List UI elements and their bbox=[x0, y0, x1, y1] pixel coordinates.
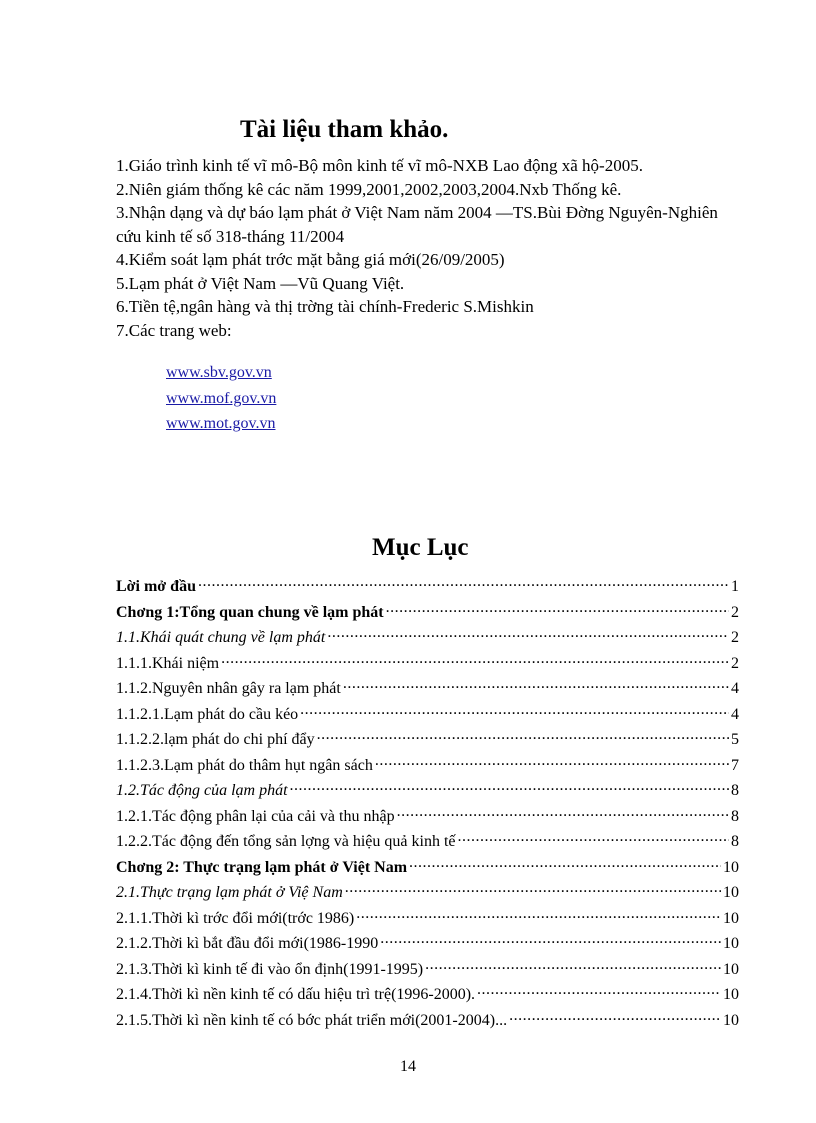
reference-list bbox=[116, 154, 736, 342]
dot-leader bbox=[509, 1009, 721, 1025]
toc-entry[interactable] bbox=[116, 754, 739, 780]
reference-item: 2.Niên giám thống kê các năm 1999,2001,2002,2003,2004.Nxb Thống kê. bbox=[116, 179, 622, 199]
toc-entry[interactable] bbox=[116, 830, 739, 856]
toc-entry[interactable] bbox=[116, 703, 739, 729]
dot-leader bbox=[221, 652, 729, 668]
toc-entry[interactable] bbox=[116, 983, 739, 1009]
toc-entry-text: 1.2.Tác động của lạm phát bbox=[116, 782, 288, 799]
dot-leader bbox=[317, 728, 729, 744]
toc-entry[interactable] bbox=[116, 779, 739, 805]
toc-entry-page: 1 bbox=[731, 578, 739, 595]
references-title: Tài liệu tham khảo. bbox=[240, 116, 449, 143]
dot-leader bbox=[290, 779, 729, 795]
web-links bbox=[166, 360, 276, 437]
dot-leader bbox=[425, 958, 721, 974]
dot-leader bbox=[343, 677, 729, 693]
toc-entry-page: 8 bbox=[731, 782, 739, 799]
toc-entry-page: 4 bbox=[731, 705, 739, 723]
toc-entry-text: 2.1.5.Thời kì nền kinh tế có bớc phát triển mới(2001-2004)... bbox=[116, 1011, 508, 1029]
dot-leader bbox=[356, 907, 721, 923]
toc-entry-page: 5 bbox=[731, 731, 739, 748]
link-sbv[interactable]: www.sbv.gov.vn bbox=[166, 364, 272, 381]
toc-entry-text: 1.1.2.Nguyên nhân gây ra lạm phát bbox=[116, 680, 341, 697]
toc-entry-page: 7 bbox=[731, 756, 739, 774]
dot-leader bbox=[386, 601, 729, 617]
reference-item: 6.Tiền tệ,ngân hàng và thị trờng tài chính-Frederic S.Mishkin bbox=[116, 297, 534, 316]
toc-title: Mục Lục bbox=[372, 534, 469, 561]
toc-entry-page: 10 bbox=[723, 858, 739, 876]
toc-entry[interactable] bbox=[116, 958, 739, 984]
toc-entry-text: 1.1.2.3.Lạm phát do thâm hụt ngân sách bbox=[116, 756, 373, 774]
toc-entry[interactable] bbox=[116, 805, 739, 831]
toc-entry-page: 10 bbox=[723, 986, 739, 1003]
reference-item: 5.Lạm phát ở Việt Nam —Vũ Quang Việt. bbox=[116, 273, 405, 293]
toc-entry-text: Chơng 1:Tổng quan chung về lạm phát bbox=[116, 603, 384, 621]
toc-entry-page: 10 bbox=[723, 935, 739, 952]
toc-entry-text: 1.1.2.2.lạm phát do chi phí đẩy bbox=[116, 731, 315, 748]
toc-entry-text: 2.1.Thực trạng lạm phát ở Việ Nam bbox=[116, 884, 343, 901]
toc-entry-text: 2.1.4.Thời kì nền kinh tế có dấu hiệu trì trệ(1996-2000). bbox=[116, 986, 476, 1003]
toc-entry-page: 2 bbox=[731, 629, 739, 646]
toc-entry[interactable] bbox=[116, 652, 739, 678]
table-of-contents bbox=[116, 575, 739, 1034]
toc-entry[interactable] bbox=[116, 881, 739, 907]
toc-entry-text: Chơng 2: Thực trạng lạm phát ở Việt Nam bbox=[116, 858, 408, 876]
dot-leader bbox=[327, 626, 729, 642]
toc-entry-page: 2 bbox=[731, 654, 739, 672]
toc-entry-page: 10 bbox=[723, 1011, 739, 1029]
toc-entry-text: 2.1.2.Thời kì bắt đầu đổi mới(1986-1990 bbox=[116, 935, 379, 952]
toc-entry[interactable] bbox=[116, 856, 739, 882]
toc-entry-page: 10 bbox=[723, 909, 739, 927]
toc-entry[interactable] bbox=[116, 728, 739, 754]
toc-entry-page: 8 bbox=[731, 833, 739, 850]
dot-leader bbox=[409, 856, 721, 872]
reference-item: 1.Giáo trình kinh tế vĩ mô-Bộ môn kinh tế vĩ mô-NXB Lao động xã hộ-2005. bbox=[116, 156, 643, 175]
toc-entry[interactable] bbox=[116, 932, 739, 958]
dot-leader bbox=[458, 830, 730, 846]
dot-leader bbox=[375, 754, 729, 770]
toc-entry[interactable] bbox=[116, 575, 739, 601]
reference-item: 4.Kiểm soát lạm phát trớc mặt bằng giá mới(26/09/2005) bbox=[116, 250, 505, 269]
link-mot[interactable]: www.mot.gov.vn bbox=[166, 415, 276, 432]
dot-leader bbox=[300, 703, 729, 719]
toc-entry[interactable] bbox=[116, 907, 739, 933]
page-number: 14 bbox=[400, 1058, 416, 1075]
reference-item: 7.Các trang web: bbox=[116, 320, 232, 340]
toc-entry-text: 1.1.1.Khái niệm bbox=[116, 654, 220, 672]
dot-leader bbox=[198, 575, 729, 591]
toc-entry-text: Lời mở đầu bbox=[116, 578, 196, 595]
toc-entry-text: 1.1.Khái quát chung về lạm phát bbox=[116, 629, 326, 646]
dot-leader bbox=[380, 932, 721, 948]
toc-entry[interactable] bbox=[116, 1009, 739, 1035]
toc-entry-page: 4 bbox=[731, 680, 739, 697]
toc-entry[interactable] bbox=[116, 626, 739, 652]
toc-entry-page: 10 bbox=[723, 884, 739, 901]
toc-entry-text: 1.2.1.Tác động phân lại của cải và thu nhập bbox=[116, 807, 395, 825]
link-mof[interactable]: www.mof.gov.vn bbox=[166, 389, 277, 407]
toc-entry[interactable] bbox=[116, 601, 739, 627]
toc-entry-page: 10 bbox=[723, 960, 739, 978]
toc-entry[interactable] bbox=[116, 677, 739, 703]
dot-leader bbox=[345, 881, 721, 897]
reference-item: 3.Nhận dạng và dự báo lạm phát ở Việt Nam năm 2004 —TS.Bùi Đờng Nguyên-Nghiên cứu kinh tế số 318-tháng 11/2004 bbox=[116, 203, 718, 246]
dot-leader bbox=[397, 805, 729, 821]
toc-entry-text: 1.1.2.1.Lạm phát do cầu kéo bbox=[116, 705, 299, 723]
toc-entry-text: 2.1.1.Thời kì trớc đổi mới(trớc 1986) bbox=[116, 909, 355, 927]
dot-leader bbox=[477, 983, 721, 999]
toc-entry-text: 1.2.2.Tác động đến tổng sản lợng và hiệu quả kinh tế bbox=[116, 833, 456, 850]
toc-entry-page: 8 bbox=[731, 807, 739, 825]
toc-entry-text: 2.1.3.Thời kì kinh tế đi vào ổn định(1991-1995) bbox=[116, 960, 424, 978]
toc-entry-page: 2 bbox=[731, 603, 739, 621]
